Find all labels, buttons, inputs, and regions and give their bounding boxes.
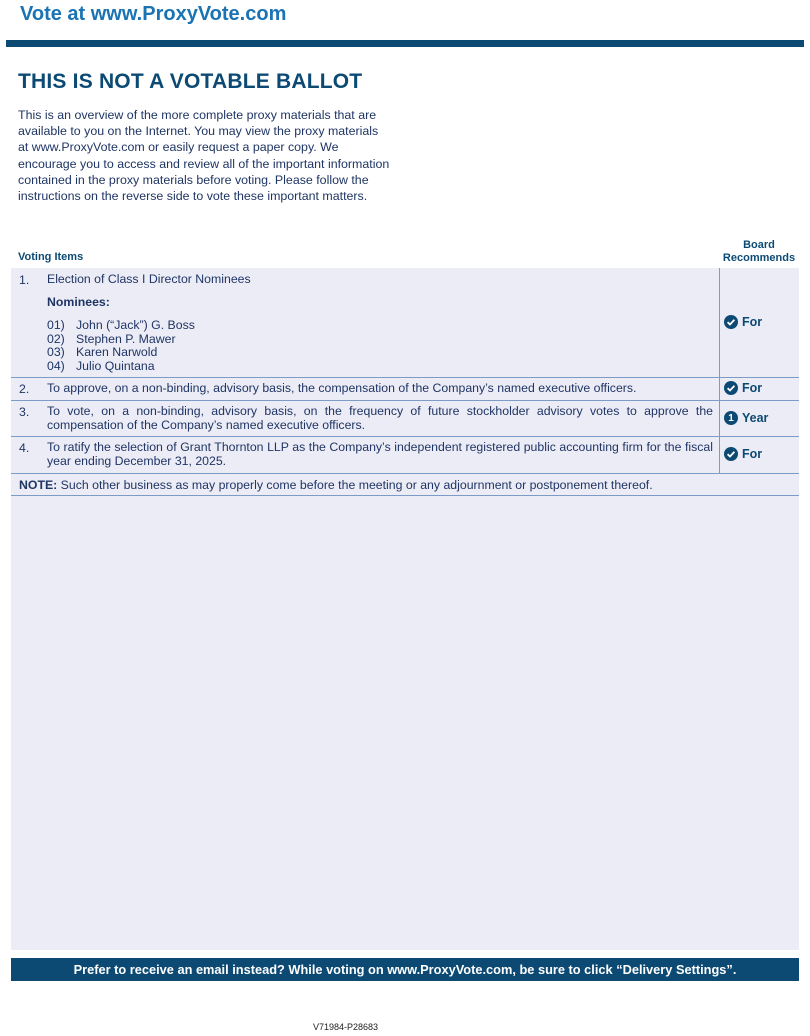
item-number: 4. xyxy=(19,441,30,455)
number-one-icon: 1 xyxy=(724,411,738,425)
item-text: To ratify the selection of Grant Thornton LLP as the Company’s independent registered public accounting firm for the fiscal year ending December 31, 2025. xyxy=(47,440,713,468)
nominee-item: 01) John (“Jack”) G. Boss xyxy=(47,318,195,332)
intro-paragraph: This is an overview of the more complete proxy materials that are available to you on the Internet. You may view the proxy materials at www.ProxyVote.com or easily request a paper copy. We encourage you to access and review all of the important information contained in the proxy materials before voting. Please follow the instructions on the reverse side to vote these important matters. xyxy=(18,108,390,204)
recommendation-label: For xyxy=(742,447,763,461)
board-header-line2: Recommends xyxy=(722,252,796,264)
page-title: THIS IS NOT A VOTABLE BALLOT xyxy=(18,70,363,93)
voting-item-1 xyxy=(11,268,799,378)
voting-items-header: Voting Items xyxy=(18,251,84,263)
item-number: 2. xyxy=(19,382,30,396)
voting-item-4 xyxy=(11,436,799,474)
item-text: To vote, on a non-binding, advisory basis, on the frequency of future stockholder advisory votes to approve the compensation of the Company’s named executive officers. xyxy=(47,404,713,432)
item-text: Election of Class I Director Nominees xyxy=(47,272,251,286)
nominee-item: 04) Julio Quintana xyxy=(47,358,155,373)
voting-item-2 xyxy=(11,377,799,401)
check-circle-icon xyxy=(724,381,738,395)
item-text: To approve, on a non-binding, advisory basis, the compensation of the Company’s named executive officers. xyxy=(47,381,637,395)
recommendation-label: Year xyxy=(742,411,769,425)
recommendation-cell xyxy=(719,377,800,400)
note-text: Such other business as may properly come before the meeting or any adjournment or postponement thereof. xyxy=(57,478,653,492)
recommendation-label: For xyxy=(742,315,763,329)
voting-item-3 xyxy=(11,400,799,437)
board-recommends-header xyxy=(720,239,798,265)
nominee-item: 03) Karen Narwold xyxy=(47,345,158,359)
note-label: NOTE: xyxy=(19,478,58,492)
check-circle-icon xyxy=(724,447,738,461)
check-circle-icon xyxy=(724,315,738,329)
proxyvote-header-link[interactable]: Vote at www.ProxyVote.com xyxy=(20,3,287,25)
note-row xyxy=(11,473,799,496)
item-number: 3. xyxy=(19,405,30,419)
item-number: 1. xyxy=(19,273,30,287)
nominees-label: Nominees: xyxy=(47,295,110,309)
recommendation-cell xyxy=(719,436,800,473)
recommendation-cell xyxy=(719,268,800,377)
nominee-item: 02) Stephen P. Mawer xyxy=(47,331,176,346)
board-header-line1: Board xyxy=(743,239,775,251)
recommendation-cell xyxy=(719,400,800,436)
document-code: V71984-P28683 xyxy=(313,1022,379,1032)
recommendation-label: For xyxy=(742,381,763,395)
delivery-settings-banner: Prefer to receive an email instead? While voting on www.ProxyVote.com, be sure to click “Delivery Settings”. xyxy=(11,958,799,981)
top-divider xyxy=(6,40,804,47)
